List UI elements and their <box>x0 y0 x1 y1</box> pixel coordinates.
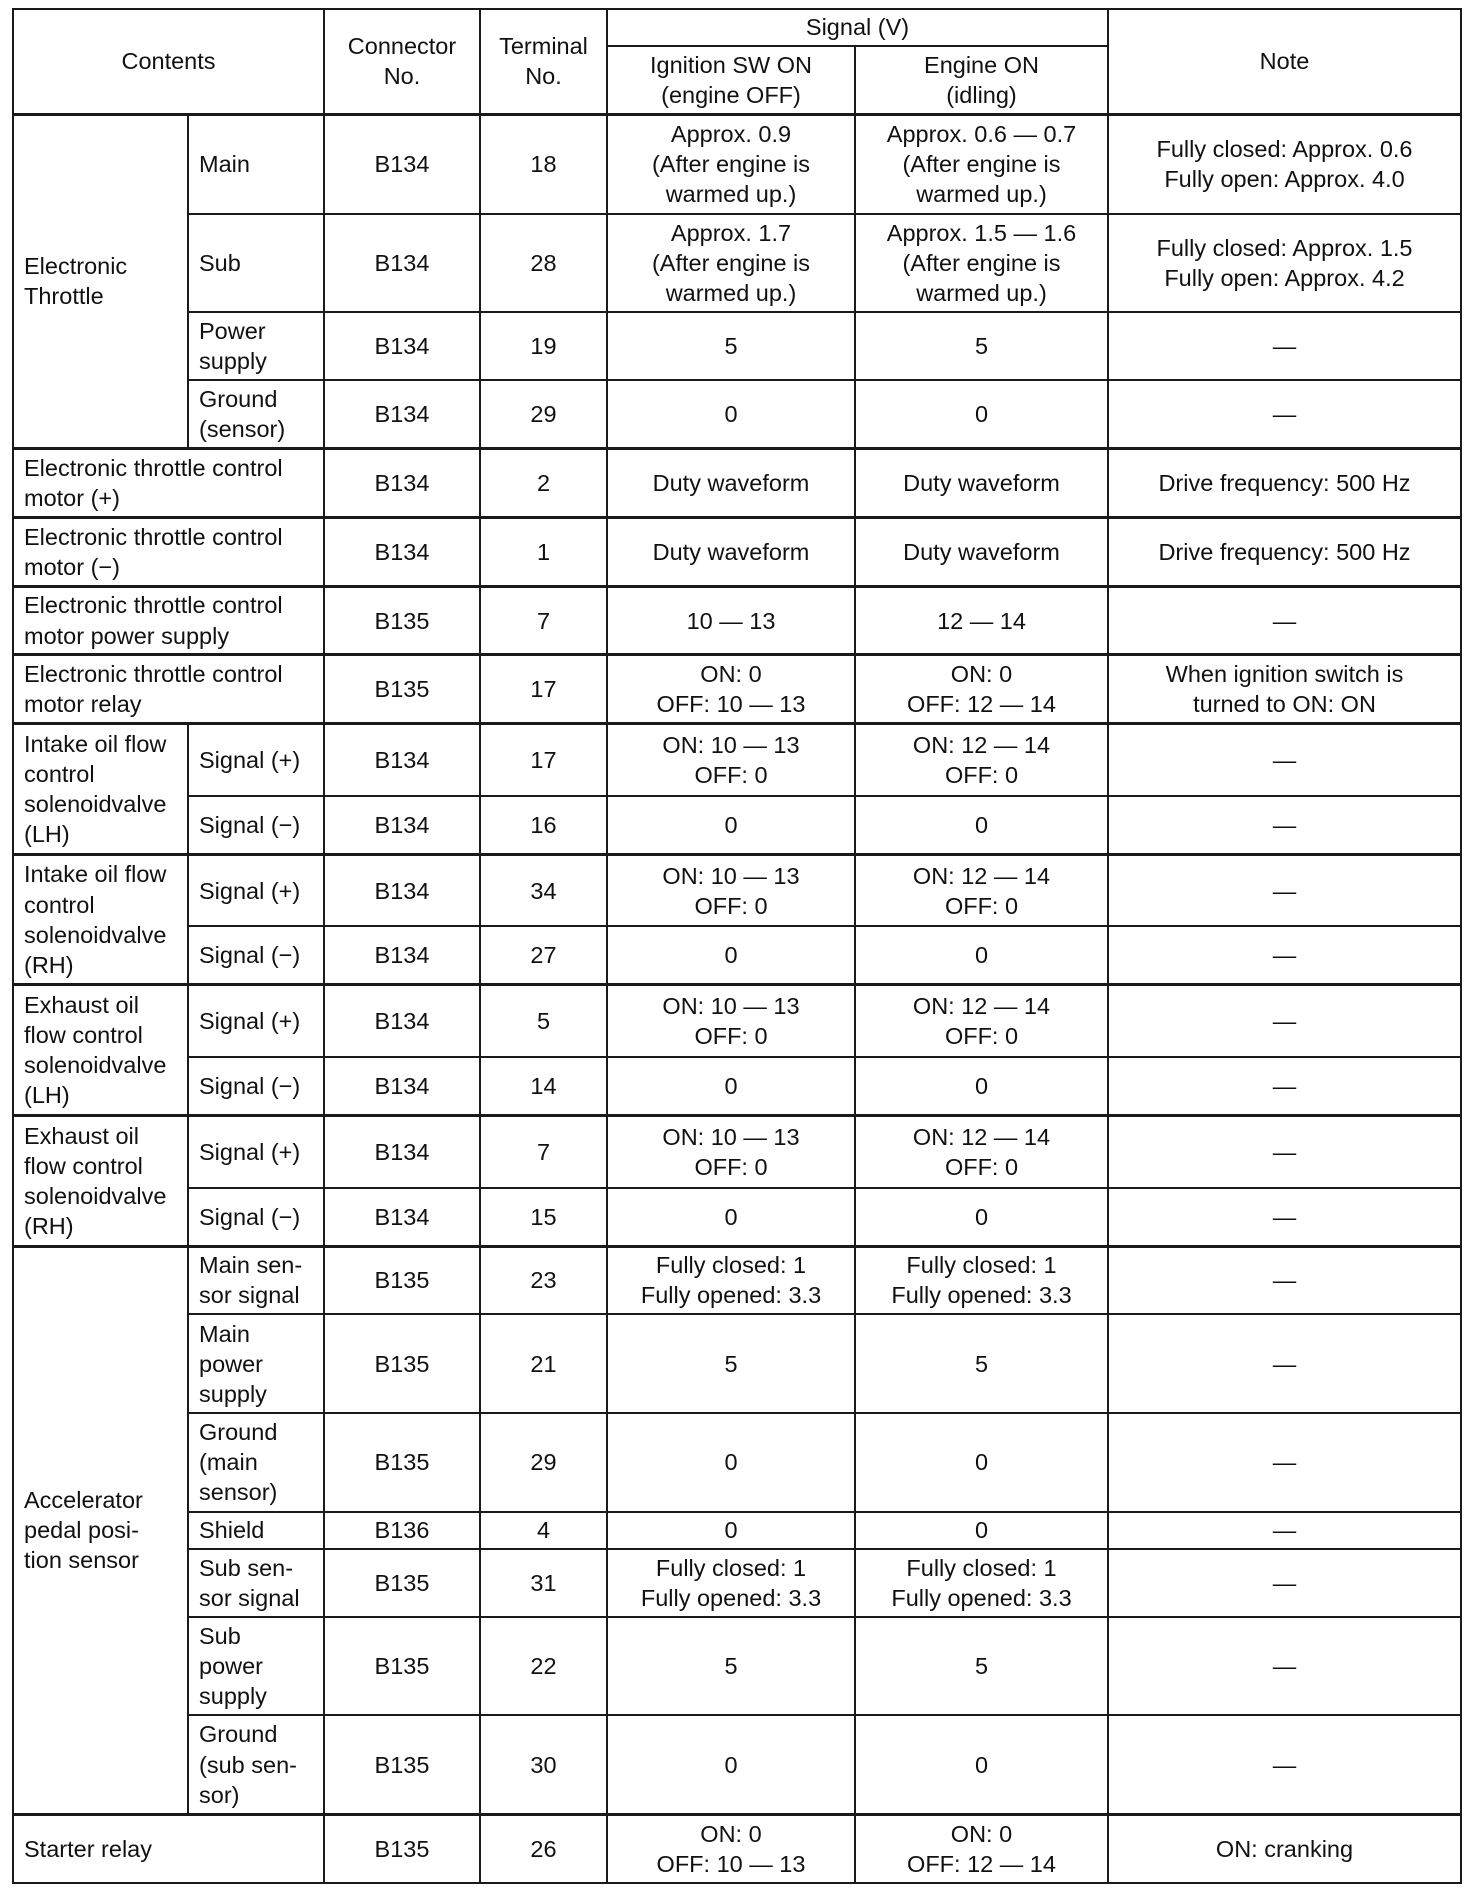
ignition-sw-on-cell: 0 <box>607 1413 855 1512</box>
group-cell: Exhaust oil flow control solenoidvalve (RH) <box>13 1115 188 1246</box>
content-cell: Electronic throttle control motor power supply <box>13 586 324 655</box>
note-cell: — <box>1108 586 1461 655</box>
engine-on-cell: Duty waveform <box>855 448 1108 517</box>
terminal-cell: 17 <box>480 655 607 724</box>
engine-on-cell: Fully closed: 1 Fully opened: 3.3 <box>855 1246 1108 1314</box>
connector-cell: B135 <box>324 1413 480 1512</box>
ignition-sw-on-cell: Approx. 1.7 (After engine is warmed up.) <box>607 214 855 313</box>
connector-cell: B135 <box>324 1549 480 1617</box>
terminal-cell: 16 <box>480 796 607 854</box>
item-cell: Signal (−) <box>188 926 324 984</box>
item-cell: Sub <box>188 214 324 313</box>
table-row <box>13 1057 1461 1115</box>
engine-on-cell: 0 <box>855 796 1108 854</box>
note-cell: — <box>1108 1549 1461 1617</box>
item-cell: Sub sen- sor signal <box>188 1549 324 1617</box>
engine-on-cell: ON: 12 — 14 OFF: 0 <box>855 1115 1108 1187</box>
terminal-cell: 31 <box>480 1549 607 1617</box>
engine-on-cell: ON: 12 — 14 OFF: 0 <box>855 724 1108 796</box>
connector-cell: B134 <box>324 854 480 926</box>
connector-cell: B134 <box>324 312 480 380</box>
note-cell: Fully closed: Approx. 1.5 Fully open: Approx. 4.2 <box>1108 214 1461 313</box>
connector-cell: B134 <box>324 380 480 448</box>
table-row <box>13 380 1461 448</box>
note-cell: — <box>1108 1314 1461 1413</box>
ignition-sw-on-cell: 0 <box>607 1715 855 1814</box>
item-cell: Signal (+) <box>188 985 324 1057</box>
connector-cell: B135 <box>324 1617 480 1716</box>
terminal-cell: 21 <box>480 1314 607 1413</box>
note-cell: — <box>1108 1512 1461 1549</box>
note-cell: Drive frequency: 500 Hz <box>1108 448 1461 517</box>
note-cell: — <box>1108 1413 1461 1512</box>
header-contents: Contents <box>13 9 324 114</box>
connector-cell: B135 <box>324 1715 480 1814</box>
table-row <box>13 114 1461 213</box>
ignition-sw-on-cell: Approx. 0.9 (After engine is warmed up.) <box>607 114 855 213</box>
ignition-sw-on-cell: ON: 0 OFF: 10 — 13 <box>607 655 855 724</box>
ignition-sw-on-cell: 5 <box>607 1314 855 1413</box>
terminal-cell: 30 <box>480 1715 607 1814</box>
connector-cell: B135 <box>324 655 480 724</box>
item-cell: Signal (+) <box>188 724 324 796</box>
note-cell: — <box>1108 312 1461 380</box>
terminal-cell: 7 <box>480 1115 607 1187</box>
group-cell: Exhaust oil flow control solenoidvalve (LH) <box>13 985 188 1116</box>
terminal-cell: 4 <box>480 1512 607 1549</box>
content-cell: Electronic throttle control motor relay <box>13 655 324 724</box>
header-signal: Signal (V) <box>607 9 1108 46</box>
item-cell: Signal (+) <box>188 854 324 926</box>
table-row <box>13 1413 1461 1512</box>
note-cell: — <box>1108 985 1461 1057</box>
engine-on-cell: 0 <box>855 1413 1108 1512</box>
note-cell: — <box>1108 1617 1461 1716</box>
note-cell: Fully closed: Approx. 0.6 Fully open: Approx. 4.0 <box>1108 114 1461 213</box>
terminal-cell: 29 <box>480 1413 607 1512</box>
ignition-sw-on-cell: ON: 10 — 13 OFF: 0 <box>607 854 855 926</box>
group-cell: Electronic Throttle <box>13 114 188 448</box>
ignition-sw-on-cell: 0 <box>607 796 855 854</box>
ignition-sw-on-cell: 0 <box>607 1512 855 1549</box>
ignition-sw-on-cell: 0 <box>607 926 855 984</box>
header-engine-on: Engine ON (idling) <box>855 46 1108 114</box>
engine-on-cell: 5 <box>855 312 1108 380</box>
engine-on-cell: 0 <box>855 1057 1108 1115</box>
table-row <box>13 926 1461 984</box>
item-cell: Shield <box>188 1512 324 1549</box>
ignition-sw-on-cell: 5 <box>607 1617 855 1716</box>
table-body <box>13 9 1461 1883</box>
connector-cell: B134 <box>324 796 480 854</box>
item-cell: Main <box>188 114 324 213</box>
terminal-cell: 27 <box>480 926 607 984</box>
item-cell: Ground (main sensor) <box>188 1413 324 1512</box>
connector-cell: B135 <box>324 1814 480 1883</box>
ignition-sw-on-cell: 0 <box>607 1188 855 1246</box>
item-cell: Ground (sub sen- sor) <box>188 1715 324 1814</box>
engine-on-cell: 12 — 14 <box>855 586 1108 655</box>
terminal-cell: 26 <box>480 1814 607 1883</box>
table-row <box>13 448 1461 517</box>
note-cell: — <box>1108 1115 1461 1187</box>
connector-cell: B134 <box>324 214 480 313</box>
terminal-cell: 23 <box>480 1246 607 1314</box>
engine-on-cell: 0 <box>855 1188 1108 1246</box>
ignition-sw-on-cell: Fully closed: 1 Fully opened: 3.3 <box>607 1549 855 1617</box>
connector-cell: B135 <box>324 586 480 655</box>
terminal-cell: 15 <box>480 1188 607 1246</box>
note-cell: — <box>1108 724 1461 796</box>
connector-cell: B135 <box>324 1246 480 1314</box>
connector-cell: B134 <box>324 1115 480 1187</box>
engine-on-cell: Duty waveform <box>855 517 1108 586</box>
engine-on-cell: ON: 12 — 14 OFF: 0 <box>855 854 1108 926</box>
header-row-1 <box>13 9 1461 46</box>
header-ignition-sw-on: Ignition SW ON (engine OFF) <box>607 46 855 114</box>
connector-cell: B134 <box>324 985 480 1057</box>
note-cell: Drive frequency: 500 Hz <box>1108 517 1461 586</box>
ignition-sw-on-cell: 0 <box>607 1057 855 1115</box>
engine-on-cell: Fully closed: 1 Fully opened: 3.3 <box>855 1549 1108 1617</box>
table-row <box>13 724 1461 796</box>
terminal-cell: 14 <box>480 1057 607 1115</box>
terminal-cell: 18 <box>480 114 607 213</box>
engine-on-cell: 0 <box>855 1715 1108 1814</box>
table-row <box>13 1188 1461 1246</box>
connector-cell: B135 <box>324 1314 480 1413</box>
engine-on-cell: Approx. 1.5 — 1.6 (After engine is warmed up.) <box>855 214 1108 313</box>
terminal-cell: 34 <box>480 854 607 926</box>
terminal-cell: 7 <box>480 586 607 655</box>
ignition-sw-on-cell: 5 <box>607 312 855 380</box>
table-row <box>13 1617 1461 1716</box>
engine-on-cell: Approx. 0.6 — 0.7 (After engine is warmed up.) <box>855 114 1108 213</box>
engine-on-cell: 0 <box>855 1512 1108 1549</box>
item-cell: Ground (sensor) <box>188 380 324 448</box>
connector-cell: B134 <box>324 1188 480 1246</box>
engine-on-cell: 0 <box>855 380 1108 448</box>
table-row <box>13 517 1461 586</box>
connector-cell: B136 <box>324 1512 480 1549</box>
table-row <box>13 1512 1461 1549</box>
table-row <box>13 214 1461 313</box>
note-cell: ON: cranking <box>1108 1814 1461 1883</box>
item-cell: Signal (+) <box>188 1115 324 1187</box>
ignition-sw-on-cell: ON: 10 — 13 OFF: 0 <box>607 1115 855 1187</box>
terminal-cell: 5 <box>480 985 607 1057</box>
connector-cell: B134 <box>324 517 480 586</box>
table-row <box>13 854 1461 926</box>
engine-on-cell: ON: 0 OFF: 12 — 14 <box>855 1814 1108 1883</box>
item-cell: Signal (−) <box>188 1057 324 1115</box>
engine-on-cell: 5 <box>855 1314 1108 1413</box>
item-cell: Signal (−) <box>188 1188 324 1246</box>
table-row <box>13 312 1461 380</box>
terminal-cell: 19 <box>480 312 607 380</box>
engine-on-cell: 0 <box>855 926 1108 984</box>
terminal-cell: 28 <box>480 214 607 313</box>
item-cell: Sub power supply <box>188 1617 324 1716</box>
group-cell: Accelerator pedal posi- tion sensor <box>13 1246 188 1814</box>
connector-cell: B134 <box>324 448 480 517</box>
terminal-signal-table <box>12 8 1462 1884</box>
note-cell: — <box>1108 796 1461 854</box>
table-row <box>13 1246 1461 1314</box>
table-row <box>13 1314 1461 1413</box>
note-cell: — <box>1108 1715 1461 1814</box>
ignition-sw-on-cell: Fully closed: 1 Fully opened: 3.3 <box>607 1246 855 1314</box>
item-cell: Main power supply <box>188 1314 324 1413</box>
ignition-sw-on-cell: 10 — 13 <box>607 586 855 655</box>
header-terminal-no: Terminal No. <box>480 9 607 114</box>
engine-on-cell: ON: 12 — 14 OFF: 0 <box>855 985 1108 1057</box>
terminal-cell: 29 <box>480 380 607 448</box>
connector-cell: B134 <box>324 926 480 984</box>
ignition-sw-on-cell: Duty waveform <box>607 448 855 517</box>
terminal-cell: 17 <box>480 724 607 796</box>
connector-cell: B134 <box>324 114 480 213</box>
note-cell: — <box>1108 380 1461 448</box>
note-cell: When ignition switch is turned to ON: ON <box>1108 655 1461 724</box>
terminal-cell: 22 <box>480 1617 607 1716</box>
table-row <box>13 796 1461 854</box>
note-cell: — <box>1108 1057 1461 1115</box>
ignition-sw-on-cell: ON: 10 — 13 OFF: 0 <box>607 724 855 796</box>
connector-cell: B134 <box>324 724 480 796</box>
ignition-sw-on-cell: ON: 0 OFF: 10 — 13 <box>607 1814 855 1883</box>
engine-on-cell: 5 <box>855 1617 1108 1716</box>
group-cell: Intake oil flow control solenoidvalve (RH) <box>13 854 188 985</box>
item-cell: Signal (−) <box>188 796 324 854</box>
table-row <box>13 655 1461 724</box>
terminal-cell: 2 <box>480 448 607 517</box>
group-cell: Intake oil flow control solenoidvalve (LH) <box>13 724 188 855</box>
content-cell: Electronic throttle control motor (−) <box>13 517 324 586</box>
header-note: Note <box>1108 9 1461 114</box>
item-cell: Main sen- sor signal <box>188 1246 324 1314</box>
note-cell: — <box>1108 854 1461 926</box>
table-row <box>13 1549 1461 1617</box>
item-cell: Power supply <box>188 312 324 380</box>
ignition-sw-on-cell: Duty waveform <box>607 517 855 586</box>
table-row <box>13 1814 1461 1883</box>
table-row <box>13 985 1461 1057</box>
content-cell: Starter relay <box>13 1814 324 1883</box>
note-cell: — <box>1108 1188 1461 1246</box>
note-cell: — <box>1108 1246 1461 1314</box>
header-connector-no: Connector No. <box>324 9 480 114</box>
terminal-cell: 1 <box>480 517 607 586</box>
table-row <box>13 1715 1461 1814</box>
ignition-sw-on-cell: ON: 10 — 13 OFF: 0 <box>607 985 855 1057</box>
note-cell: — <box>1108 926 1461 984</box>
table-row <box>13 1115 1461 1187</box>
engine-on-cell: ON: 0 OFF: 12 — 14 <box>855 655 1108 724</box>
connector-cell: B134 <box>324 1057 480 1115</box>
ignition-sw-on-cell: 0 <box>607 380 855 448</box>
content-cell: Electronic throttle control motor (+) <box>13 448 324 517</box>
table-row <box>13 586 1461 655</box>
